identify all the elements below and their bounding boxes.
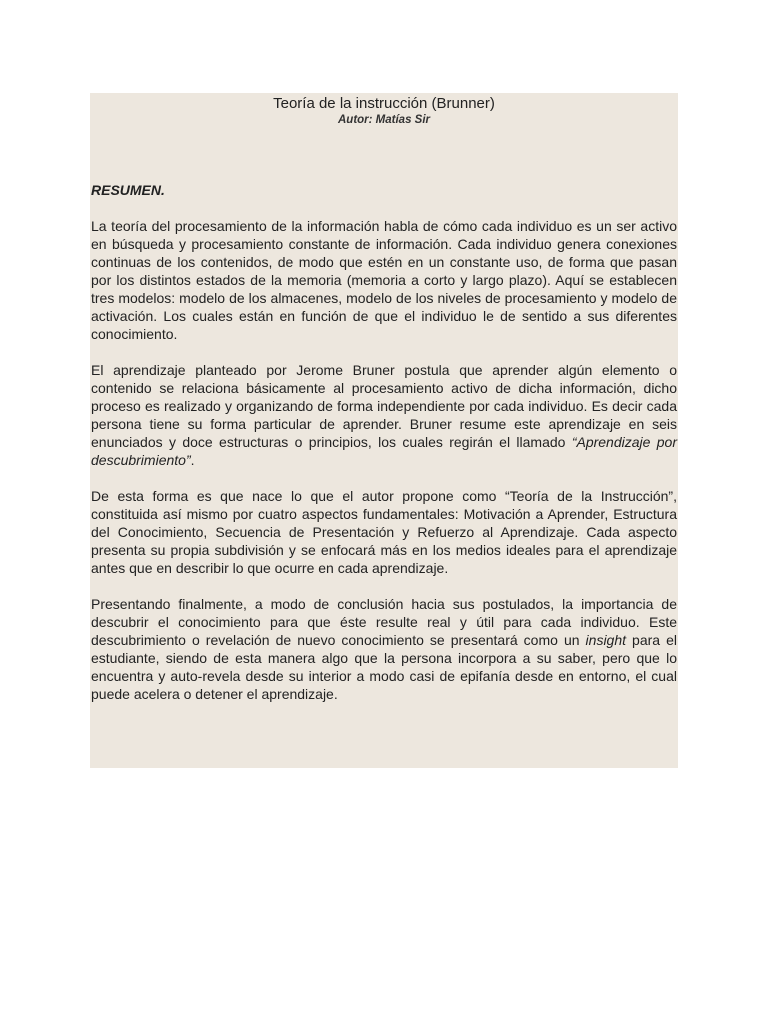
paragraph-4 (91, 595, 677, 703)
paragraph-1: La teoría del procesamiento de la información habla de cómo cada individuo es un ser activo en búsqueda y procesamiento constante de información. Cada individuo genera conexiones continuas de los contenidos, de modo que estén en un constante uso, de forma que pasan por los distintos estados de la memoria (memoria a corto y largo plazo). Aquí se establecen tres modelos: modelo de los almacenes, modelo de los niveles de procesamiento y modelo de activación. Los cuales están en función de que el individuo le de sentido a sus diferentes conocimiento. (91, 218, 677, 342)
section-heading: RESUMEN. (91, 182, 165, 198)
paragraph-2-text: El aprendizaje planteado por Jerome Bruner postula que aprender algún elemento o contenido se relaciona básicamente al procesamiento activo de dicha información, dicho proceso es realizado y organizando de forma independiente por cada individuo. Es decir cada persona tiene su forma particular de aprender. Bruner resume este aprendizaje en seis enunciados y doce estructuras o principios, los cuales regirán el llamado (91, 362, 677, 450)
document-author: Autor: Matías Sir (337, 114, 430, 126)
document-page (90, 93, 678, 768)
paragraph-2-end: . (190, 452, 195, 468)
paragraph-3: De esta forma es que nace lo que el autor propone como “Teoría de la Instrucción”, constituida así mismo por cuatro aspectos fundamentales: Motivación a Aprender, Estructura del Conocimiento, Secuencia de Presentación y Refuerzo al Aprendizaje. Cada aspecto presenta su propia subdivisión y se enfocará más en los medios ideales para el aprendizaje antes que en describir lo que ocurre en cada aprendizaje. (91, 488, 677, 576)
paragraph-2 (91, 361, 677, 469)
paragraph-4-emphasis: insight (585, 632, 627, 648)
paragraph-4-text: Presentando finalmente, a modo de conclusión hacia sus postulados, la importancia de descubrir el conocimiento para que éste resulte real y útil para cada individuo. Este descubrimiento o revelación de nuevo conocimiento se presentará como un (91, 596, 677, 648)
paragraph-2-emphasis: “Aprendizaje por descubrimiento” (91, 434, 678, 468)
document-title: Teoría de la instrucción (Brunner) (273, 95, 495, 112)
paragraph-4-end: para el estudiante, siendo de esta manera algo que la persona incorpora a su saber, pero que lo encuentra y auto-revela desde su interior a modo casi de epifanía desde en entorno, el cual puede acelera o detener el aprendizaje. (91, 632, 677, 702)
